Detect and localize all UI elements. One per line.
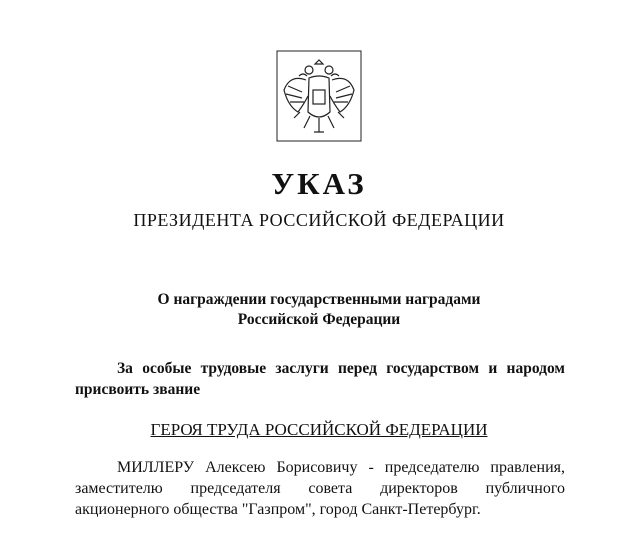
intro-line: За особые трудовые заслуги перед государством и народом <box>117 360 565 377</box>
decree-subtitle: ПРЕЗИДЕНТА РОССИЙСКОЙ ФЕДЕРАЦИИ <box>133 210 505 230</box>
recipient-line: заместителю председателя совета директоров публичного <box>75 480 565 497</box>
recipient-paragraph <box>75 457 565 520</box>
decree-heading <box>0 290 638 330</box>
award-title: ГЕРОЯ ТРУДА РОССИЙСКОЙ ФЕДЕРАЦИИ <box>150 420 488 439</box>
coat-of-arms-emblem <box>276 50 362 142</box>
intro-line: присвоить звание <box>75 381 201 398</box>
decree-title: УКАЗ <box>271 166 367 201</box>
recipient-line: МИЛЛЕРУ Алексею Борисовичу - председателю правления, <box>117 459 565 476</box>
heading-line: О награждении государственными наградами <box>157 291 481 308</box>
recipient-line: акционерного общества "Газпром", город Санкт-Петербург. <box>75 501 481 518</box>
heading-line: Российской Федерации <box>237 311 401 328</box>
intro-paragraph <box>75 358 565 400</box>
